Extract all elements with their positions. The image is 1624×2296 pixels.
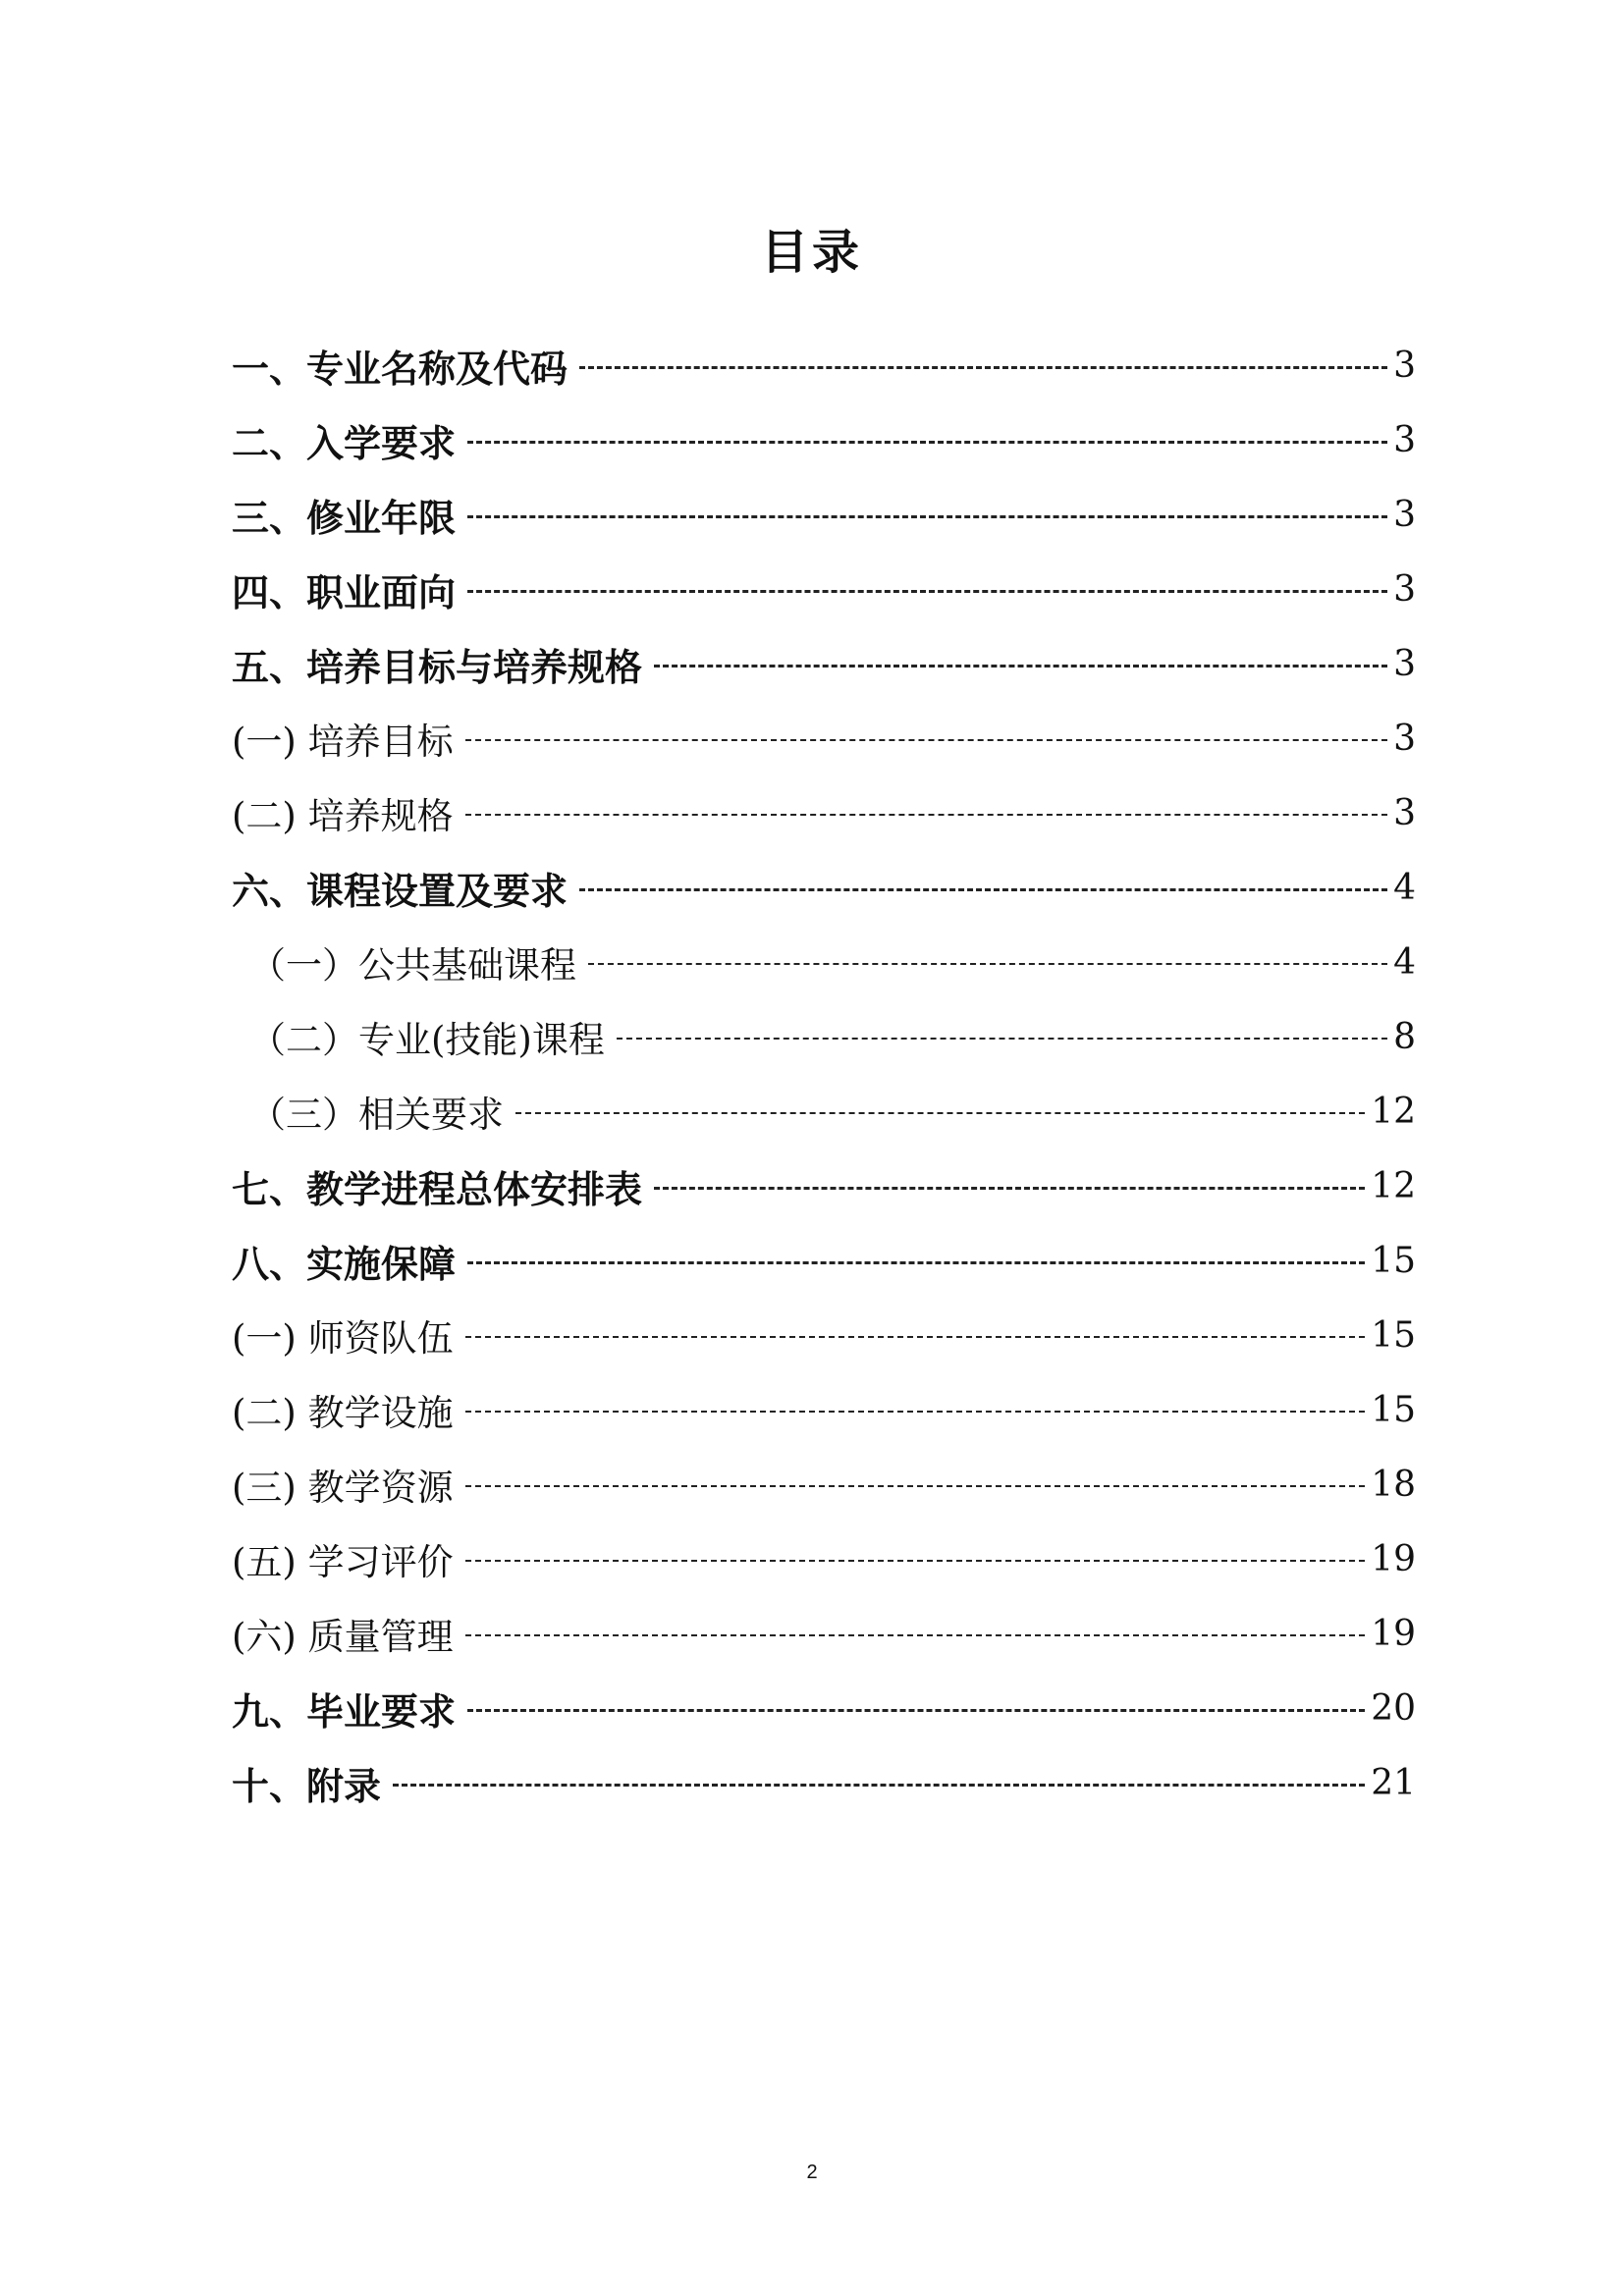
toc-subentry[interactable] [232,1447,1416,1522]
toc-entry[interactable] [232,850,1416,925]
toc-entry-label: 五、培养目标与培养规格 [232,645,643,689]
toc-entry[interactable] [232,402,1416,477]
toc-subentry[interactable] [232,1074,1416,1148]
toc-entry-label: 二、入学要求 [232,421,457,465]
toc-dot-leader [467,590,1387,593]
toc-entry-label: 三、修业年限 [232,496,457,540]
toc-subentry[interactable] [232,1298,1416,1372]
page-number: 2 [806,2162,818,2183]
toc-entry-page: 15 [1371,1314,1416,1356]
toc-entry-label: (二) 培养规格 [232,795,454,837]
toc-subentry[interactable] [232,1372,1416,1447]
toc-entry-label: 六、课程设置及要求 [232,869,568,913]
toc-entry[interactable] [232,477,1416,552]
toc-entry-label: 八、实施保障 [232,1242,457,1286]
toc-entry-page: 4 [1393,867,1416,908]
toc-entry-page: 19 [1371,1613,1416,1654]
toc-entry-page: 3 [1393,792,1416,833]
toc-entry-label: 四、职业面向 [232,570,457,614]
toc-entry-page: 19 [1371,1538,1416,1579]
toc-dot-leader [467,515,1387,518]
toc-subentry[interactable] [232,1522,1416,1596]
toc-dot-leader [588,963,1387,965]
toc-dot-leader [465,1485,1366,1487]
toc-entry-label: (五) 学习评价 [232,1541,454,1583]
toc-entry-page: 12 [1371,1165,1416,1206]
toc-entry-page: 3 [1393,643,1416,684]
toc-entry-page: 3 [1393,568,1416,610]
toc-subentry[interactable] [232,775,1416,850]
toc-entry-page: 21 [1371,1762,1416,1803]
toc-entry[interactable] [232,328,1416,402]
toc-dot-leader [654,665,1387,667]
toc-entry[interactable] [232,1223,1416,1298]
toc-entry-page: 20 [1371,1687,1416,1729]
table-of-contents [232,328,1416,1820]
toc-dot-leader [467,441,1387,444]
toc-entry[interactable] [232,1671,1416,1745]
toc-entry-label: （三）相关要求 [249,1094,504,1136]
toc-entry-label: (三) 教学资源 [232,1467,454,1509]
toc-subentry[interactable] [232,701,1416,775]
toc-entry-label: 九、毕业要求 [232,1689,457,1734]
toc-dot-leader [465,1336,1366,1338]
toc-entry-label: （二）专业(技能)课程 [249,1019,605,1061]
toc-entry-label: 一、专业名称及代码 [232,347,568,391]
toc-dot-leader [465,1634,1366,1636]
toc-dot-leader [393,1784,1365,1787]
toc-entry-page: 3 [1393,345,1416,386]
toc-entry[interactable] [232,1745,1416,1820]
toc-dot-leader [579,366,1387,369]
toc-subentry[interactable] [232,925,1416,999]
toc-dot-leader [465,1411,1366,1413]
toc-subentry[interactable] [232,999,1416,1074]
toc-entry-page: 12 [1371,1091,1416,1132]
toc-entry-label: (一) 培养目标 [232,721,454,763]
toc-entry-label: (一) 师资队伍 [232,1317,454,1360]
toc-subentry[interactable] [232,1596,1416,1671]
toc-entry-page: 3 [1393,419,1416,460]
toc-dot-leader [579,888,1387,891]
toc-entry-page: 3 [1393,718,1416,759]
toc-entry-label: 十、附录 [232,1764,382,1808]
toc-entry-page: 8 [1393,1016,1416,1057]
toc-entry[interactable] [232,626,1416,701]
page-title: 目录 [760,225,863,280]
toc-entry[interactable] [232,552,1416,626]
toc-dot-leader [515,1112,1365,1114]
toc-dot-leader [465,1560,1366,1562]
toc-dot-leader [654,1187,1365,1190]
toc-dot-leader [465,814,1387,816]
toc-entry-page: 15 [1371,1389,1416,1430]
toc-dot-leader [467,1709,1365,1712]
toc-entry-page: 4 [1393,941,1416,983]
toc-entry-page: 15 [1371,1240,1416,1281]
toc-entry-label: （一）公共基础课程 [249,944,576,987]
toc-entry-page: 18 [1371,1464,1416,1505]
toc-dot-leader [465,739,1387,741]
toc-dot-leader [617,1038,1387,1040]
toc-entry-page: 3 [1393,494,1416,535]
toc-dot-leader [467,1261,1365,1264]
toc-entry-label: 七、教学进程总体安排表 [232,1167,643,1211]
toc-entry-label: (二) 教学设施 [232,1392,454,1434]
toc-entry-label: (六) 质量管理 [232,1616,454,1658]
toc-entry[interactable] [232,1148,1416,1223]
